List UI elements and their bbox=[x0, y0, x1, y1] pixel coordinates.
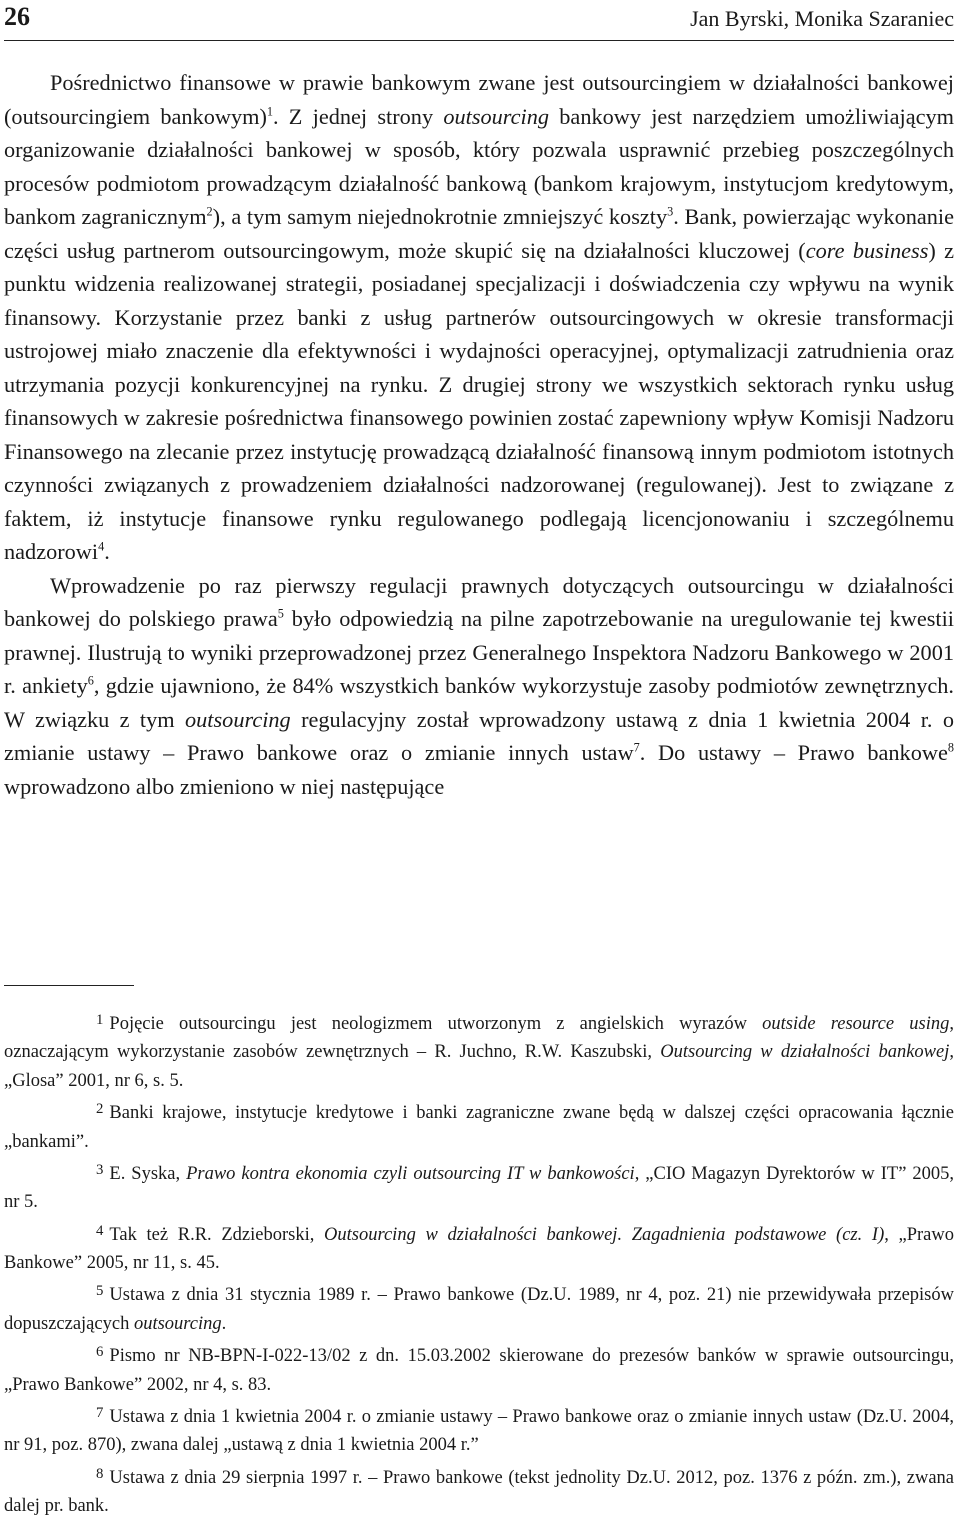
page-header bbox=[4, 0, 954, 41]
footnote-5: 5 Ustawa z dnia 31 stycznia 1989 r. – Prawo bankowe (Dz.U. 1989, nr 4, poz. 21) nie przewidywała przepisów dopuszczających outsourcing. bbox=[4, 1283, 954, 1334]
footnote-2: 2 Banki krajowe, instytucje kredytowe i banki zagraniczne zwane będą w dalszej części opracowania łącznie „bankami”. bbox=[4, 1101, 954, 1152]
footnotes bbox=[4, 1006, 954, 1520]
footnote-8: 8 Ustawa z dnia 29 sierpnia 1997 r. – Prawo bankowe (tekst jednolity Dz.U. 2012, poz. 1376 z późn. zm.), zwana dalej pr. bank. bbox=[4, 1465, 954, 1517]
paragraph-1: Pośrednictwo finansowe w prawie bankowym zwane jest outsourcingiem w działalności bankowej (outsourcingiem bankowym)$^1$. Z jednej strony outsourcing bankowy jest narzędziem umożliwiającym organizowanie działalności bankowej w sposób, który pozwala usprawnić przebieg poszczególnych procesów podmiotom prowadzącym działalność bankową (bankom krajowym, instytucjom kredytowym, bankom zagranicznym$^2$), a tym samym niejednokrotnie zmniejszyć koszty$^3$. Bank, powierzając wykonanie części usług partnerom outsourcingowym, może skupić się na działalności kluczowej (core business) z punktu widzenia realizowanej strategii, posiadanej specjalizacji i doświadczenia czy wpływu na wynik finansowy. Korzystanie przez banki z usług partnerów outsourcingowych w okresie transformacji ustrojowej miało znaczenie dla efektywności i wydajności operacyjnej, optymalizacji zatrudnienia oraz utrzymania pozycji konkurencyjnej na rynku. Z drugiej strony we wszystkich sektorach rynku usług finansowych w zakresie pośrednictwa finansowego powinien zostać zapewniony wpływ Komisji Nadzoru Finansowego na zlecanie przez instytucję prowadzącą działalność finansową innym podmiotom istotnych czynności związanych z prowadzeniem działalności nadzorowanej (regulowanej). Jest to związane z faktem, iż instytucje finansowe rynku regulowanego podlegają licencjonowaniu i szczególnemu nadzorowi$^4$. bbox=[4, 70, 954, 564]
footnote-ref-1[interactable]: 1 bbox=[266, 104, 273, 119]
footnote-4: 4 Tak też R.R. Zdzieborski, Outsourcing w działalności bankowej. Zagadnienia podstawowe (cz. I), „Prawo Bankowe” 2005, nr 11, s. 45. bbox=[4, 1222, 954, 1274]
footnote-ref-2[interactable]: 2 bbox=[206, 204, 213, 219]
footnote-ref-5[interactable]: 5 bbox=[277, 606, 284, 621]
page-number: 26 bbox=[4, 2, 30, 31]
footnote-ref-4[interactable]: 4 bbox=[98, 539, 105, 554]
footnote-separator bbox=[4, 985, 134, 986]
body-text bbox=[4, 66, 954, 803]
footnote-6: 6 Pismo nr NB-BPN-I-022-13/02 z dn. 15.03.2002 skierowane do prezesów banków w sprawie outsourcingu, „Prawo Bankowe” 2002, nr 4, s. 83. bbox=[4, 1344, 954, 1395]
footnote-ref-8[interactable]: 8 bbox=[947, 740, 954, 755]
footnote-ref-7[interactable]: 7 bbox=[633, 740, 640, 755]
running-head-authors: Jan Byrski, Monika Szaraniec bbox=[690, 6, 954, 31]
footnote-ref-3[interactable]: 3 bbox=[667, 204, 674, 219]
paragraph-2: Wprowadzenie po raz pierwszy regulacji prawnych dotyczących outsourcingu w działalności bankowej do polskiego prawa$^5$ było odpowiedzią na pilne zapotrzebowanie na uregulowanie tej kwestii prawnej. Ilustrują to wyniki przeprowadzonej przez Generalnego Inspektora Nadzoru Bankowego w 2001 r. ankiety$^6$, gdzie ujawniono, że 84% wszystkich banków wykorzystuje zasoby podmiotów zewnętrznych. W związku z tym outsourcing regulacyjny został wprowadzony ustawą z dnia 1 kwietnia 2004 r. o zmianie ustawy – Prawo bankowe oraz o zmianie innych ustaw$^7$. Do ustawy – Prawo bankowe$^8$ wprowadzono albo zmieniono w niej następujące bbox=[4, 572, 954, 799]
footnote-ref-6[interactable]: 6 bbox=[87, 673, 94, 688]
footnote-1: 1 Pojęcie outsourcingu jest neologizmem utworzonym z angielskich wyrazów outside resource using, oznaczającym wykorzystanie zasobów zewnętrznych – R. Juchno, R.W. Kaszubski, Outsourcing w działalności bankowej, „Glosa” 2001, nr 6, s. 5. bbox=[4, 1012, 954, 1091]
footnote-7: 7 Ustawa z dnia 1 kwietnia 2004 r. o zmianie ustawy – Prawo bankowe oraz o zmianie innych ustaw (Dz.U. 2004, nr 91, poz. 870), zwana dalej „ustawą z dnia 1 kwietnia 2004 r.” bbox=[4, 1404, 954, 1456]
footnote-3: 3 E. Syska, Prawo kontra ekonomia czyli outsourcing IT w bankowości, „CIO Magazyn Dyrektorów w IT” 2005, nr 5. bbox=[4, 1161, 954, 1213]
